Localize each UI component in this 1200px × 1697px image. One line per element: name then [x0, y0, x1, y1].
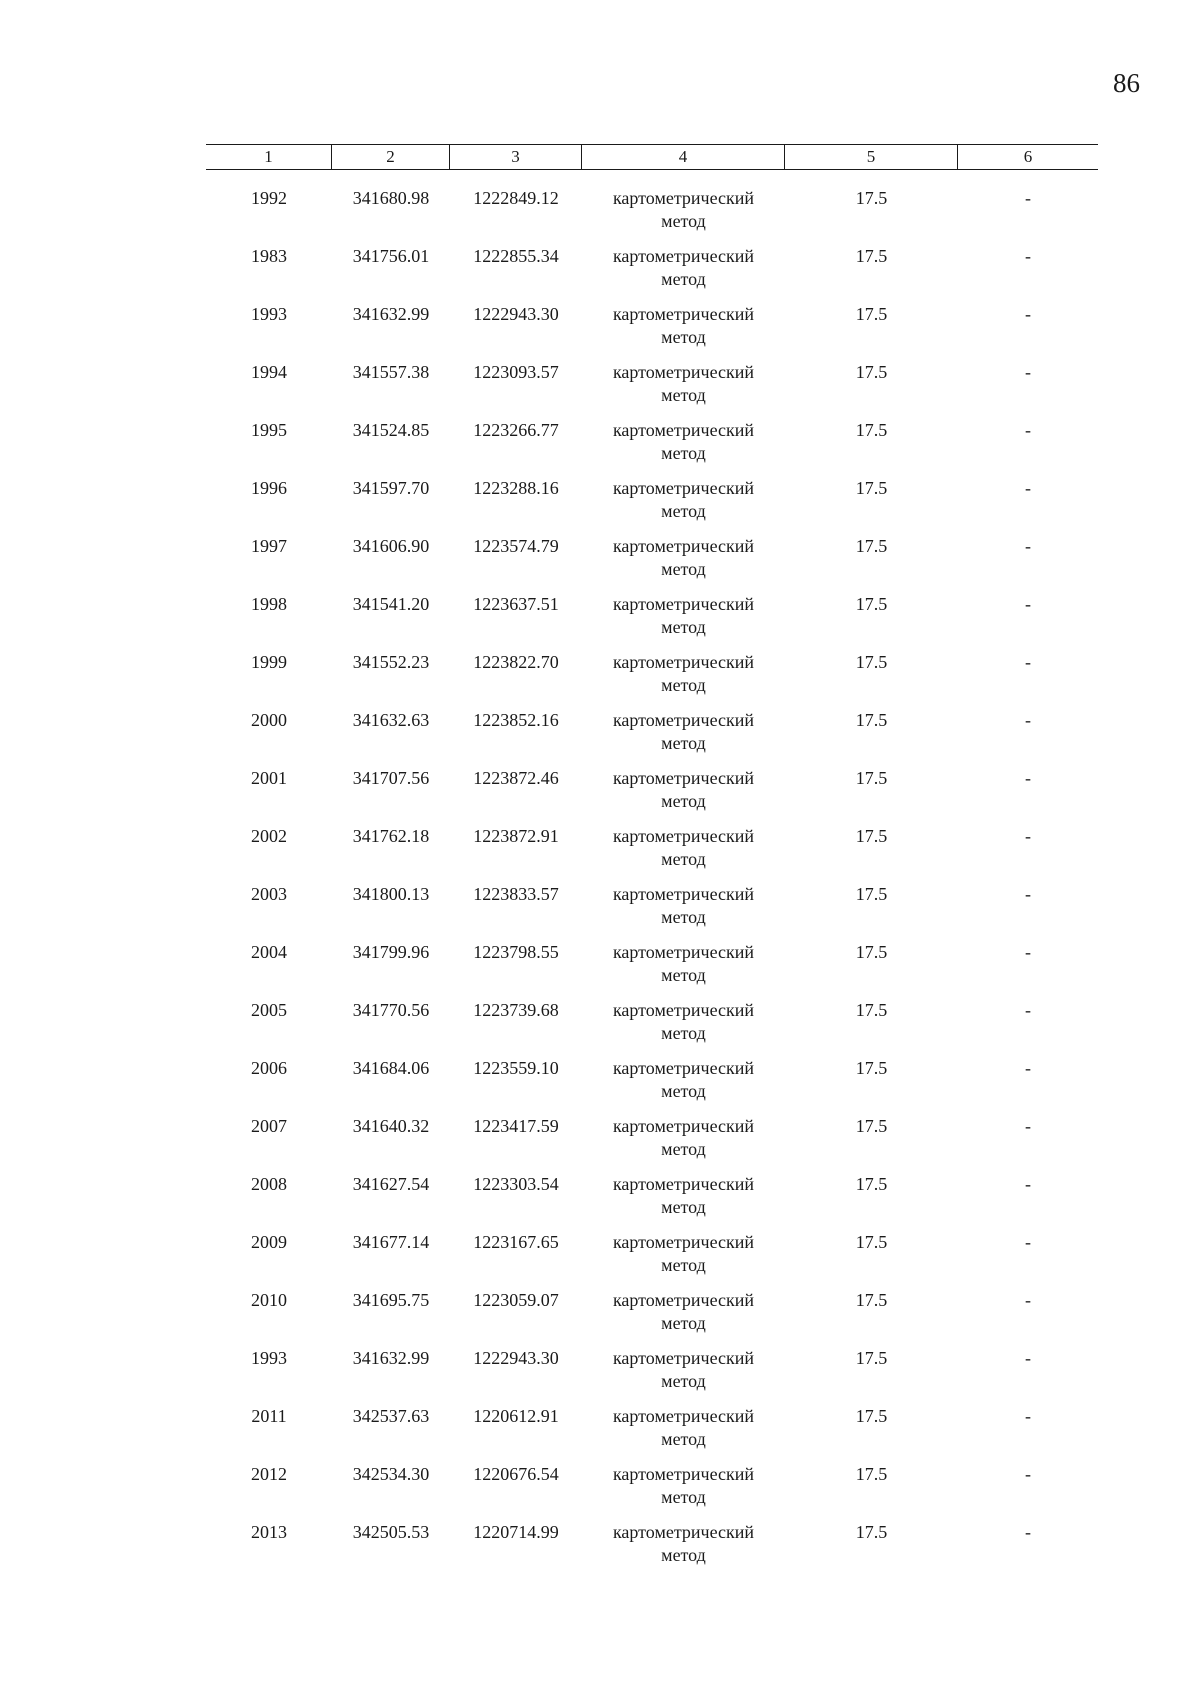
- cell-y-coordinate: 1220612.91: [473, 1406, 559, 1426]
- method-line-1: картометрический: [612, 188, 755, 208]
- method-line-1: картометрический: [612, 652, 755, 672]
- header-col-1: 1: [206, 145, 332, 169]
- cell-method: [582, 941, 785, 987]
- cell-x-coordinate: 341762.18: [352, 826, 430, 846]
- cell-y-coordinate: 1223574.79: [473, 536, 559, 556]
- method-line-2: метод: [661, 733, 706, 753]
- cell-note: -: [1025, 826, 1031, 846]
- cell-method: [582, 477, 785, 523]
- cell-y-coordinate: 1220714.99: [473, 1522, 559, 1542]
- method-line-2: метод: [661, 1023, 706, 1043]
- cell-x-coordinate: 341627.54: [352, 1174, 430, 1194]
- cell-point-number: 2010: [251, 1290, 287, 1310]
- cell-method: [582, 709, 785, 755]
- cell-precision: 17.5: [855, 1232, 888, 1252]
- method-line-2: метод: [661, 965, 706, 985]
- method-line-1: картометрический: [612, 1290, 755, 1310]
- cell-method: [582, 1463, 785, 1509]
- cell-precision: 17.5: [855, 710, 888, 730]
- method-line-1: картометрический: [612, 768, 755, 788]
- cell-precision: 17.5: [855, 594, 888, 614]
- cell-x-coordinate: 342505.53: [352, 1522, 430, 1542]
- cell-note: -: [1025, 652, 1031, 672]
- cell-note: -: [1025, 1116, 1031, 1136]
- cell-note: -: [1025, 1000, 1031, 1020]
- method-line-1: картометрический: [612, 1174, 755, 1194]
- cell-method: [582, 245, 785, 291]
- cell-y-coordinate: 1223059.07: [473, 1290, 559, 1310]
- cell-y-coordinate: 1222855.34: [473, 246, 559, 266]
- method-line-2: метод: [661, 791, 706, 811]
- cell-point-number: 2009: [251, 1232, 287, 1252]
- table-row: [206, 1347, 1098, 1405]
- cell-point-number: 1997: [251, 536, 287, 556]
- table-row: [206, 1173, 1098, 1231]
- table-row: [206, 361, 1098, 419]
- cell-note: -: [1025, 710, 1031, 730]
- cell-note: -: [1025, 884, 1031, 904]
- header-col-2: 2: [332, 145, 450, 169]
- cell-y-coordinate: 1222943.30: [473, 304, 559, 324]
- cell-method: [582, 1173, 785, 1219]
- cell-y-coordinate: 1223559.10: [473, 1058, 559, 1078]
- cell-x-coordinate: 341695.75: [352, 1290, 430, 1310]
- method-line-2: метод: [661, 269, 706, 289]
- method-line-2: метод: [661, 559, 706, 579]
- table-row: [206, 1405, 1098, 1463]
- table-row: [206, 709, 1098, 767]
- cell-point-number: 1994: [251, 362, 287, 382]
- cell-point-number: 2012: [251, 1464, 287, 1484]
- method-line-1: картометрический: [612, 362, 755, 382]
- table-row: [206, 1521, 1098, 1579]
- cell-y-coordinate: 1223093.57: [473, 362, 559, 382]
- cell-y-coordinate: 1223417.59: [473, 1116, 559, 1136]
- method-line-2: метод: [661, 1139, 706, 1159]
- cell-y-coordinate: 1223637.51: [473, 594, 559, 614]
- cell-point-number: 2006: [251, 1058, 287, 1078]
- cell-method: [582, 535, 785, 581]
- cell-x-coordinate: 341756.01: [352, 246, 430, 266]
- cell-x-coordinate: 341541.20: [352, 594, 430, 614]
- cell-y-coordinate: 1223852.16: [473, 710, 559, 730]
- cell-method: [582, 361, 785, 407]
- cell-y-coordinate: 1222943.30: [473, 1348, 559, 1368]
- cell-x-coordinate: 341770.56: [352, 1000, 430, 1020]
- method-line-1: картометрический: [612, 478, 755, 498]
- table-row: [206, 1057, 1098, 1115]
- table-row: [206, 1289, 1098, 1347]
- cell-y-coordinate: 1223288.16: [473, 478, 559, 498]
- cell-x-coordinate: 341552.23: [352, 652, 430, 672]
- cell-precision: 17.5: [855, 942, 888, 962]
- cell-note: -: [1025, 594, 1031, 614]
- method-line-2: метод: [661, 501, 706, 521]
- cell-precision: 17.5: [855, 768, 888, 788]
- method-line-1: картометрический: [612, 304, 755, 324]
- method-line-2: метод: [661, 907, 706, 927]
- cell-precision: 17.5: [855, 478, 888, 498]
- cell-x-coordinate: 341632.99: [352, 304, 430, 324]
- cell-method: [582, 419, 785, 465]
- cell-method: [582, 999, 785, 1045]
- cell-x-coordinate: 341799.96: [352, 942, 430, 962]
- cell-point-number: 1993: [251, 1348, 287, 1368]
- cell-note: -: [1025, 188, 1031, 208]
- cell-x-coordinate: 341557.38: [352, 362, 430, 382]
- table-row: [206, 1115, 1098, 1173]
- cell-note: -: [1025, 1174, 1031, 1194]
- method-line-2: метод: [661, 1487, 706, 1507]
- cell-x-coordinate: 341680.98: [352, 188, 430, 208]
- cell-note: -: [1025, 1058, 1031, 1078]
- cell-y-coordinate: 1223872.46: [473, 768, 559, 788]
- method-line-1: картометрический: [612, 594, 755, 614]
- table-body: [206, 187, 1098, 1579]
- table-row: [206, 535, 1098, 593]
- cell-point-number: 2004: [251, 942, 287, 962]
- method-line-1: картометрический: [612, 1406, 755, 1426]
- cell-note: -: [1025, 1522, 1031, 1542]
- cell-note: -: [1025, 1464, 1031, 1484]
- page-number: 86: [1113, 68, 1140, 98]
- method-line-2: метод: [661, 1081, 706, 1101]
- table-row: [206, 303, 1098, 361]
- cell-point-number: 1996: [251, 478, 287, 498]
- cell-precision: 17.5: [855, 536, 888, 556]
- method-line-1: картометрический: [612, 1058, 755, 1078]
- cell-method: [582, 767, 785, 813]
- method-line-2: метод: [661, 385, 706, 405]
- cell-y-coordinate: 1223266.77: [473, 420, 559, 440]
- cell-x-coordinate: 342534.30: [352, 1464, 430, 1484]
- cell-point-number: 2011: [251, 1406, 287, 1426]
- method-line-1: картометрический: [612, 536, 755, 556]
- method-line-1: картометрический: [612, 1232, 755, 1252]
- cell-point-number: 1992: [251, 188, 287, 208]
- cell-point-number: 2003: [251, 884, 287, 904]
- cell-x-coordinate: 341597.70: [352, 478, 430, 498]
- cell-precision: 17.5: [855, 1058, 888, 1078]
- cell-point-number: 2013: [251, 1522, 287, 1542]
- table-row: [206, 593, 1098, 651]
- cell-method: [582, 1405, 785, 1451]
- cell-x-coordinate: 341524.85: [352, 420, 430, 440]
- method-line-2: метод: [661, 1545, 706, 1565]
- table-row: [206, 1231, 1098, 1289]
- cell-y-coordinate: 1223872.91: [473, 826, 559, 846]
- cell-precision: 17.5: [855, 1464, 888, 1484]
- cell-point-number: 1995: [251, 420, 287, 440]
- cell-point-number: 2008: [251, 1174, 287, 1194]
- cell-precision: 17.5: [855, 652, 888, 672]
- cell-point-number: 1998: [251, 594, 287, 614]
- cell-x-coordinate: 341684.06: [352, 1058, 430, 1078]
- cell-note: -: [1025, 536, 1031, 556]
- method-line-1: картометрический: [612, 246, 755, 266]
- header-col-5: 5: [785, 145, 958, 169]
- cell-method: [582, 651, 785, 697]
- cell-method: [582, 1347, 785, 1393]
- method-line-2: метод: [661, 675, 706, 695]
- cell-method: [582, 1115, 785, 1161]
- cell-note: -: [1025, 942, 1031, 962]
- table-row: [206, 825, 1098, 883]
- cell-precision: 17.5: [855, 304, 888, 324]
- cell-precision: 17.5: [855, 1174, 888, 1194]
- table-row: [206, 1463, 1098, 1521]
- cell-y-coordinate: 1223739.68: [473, 1000, 559, 1020]
- cell-precision: 17.5: [855, 246, 888, 266]
- method-line-1: картометрический: [612, 1522, 755, 1542]
- cell-method: [582, 593, 785, 639]
- cell-precision: 17.5: [855, 1290, 888, 1310]
- table-row: [206, 245, 1098, 303]
- table-row: [206, 477, 1098, 535]
- cell-x-coordinate: 341707.56: [352, 768, 430, 788]
- cell-y-coordinate: 1223798.55: [473, 942, 559, 962]
- cell-x-coordinate: 341640.32: [352, 1116, 430, 1136]
- cell-method: [582, 303, 785, 349]
- cell-point-number: 2002: [251, 826, 287, 846]
- cell-y-coordinate: 1222849.12: [473, 188, 559, 208]
- method-line-1: картометрический: [612, 1464, 755, 1484]
- cell-note: -: [1025, 1232, 1031, 1252]
- method-line-2: метод: [661, 1429, 706, 1449]
- method-line-2: метод: [661, 617, 706, 637]
- cell-y-coordinate: 1223303.54: [473, 1174, 559, 1194]
- table-row: [206, 651, 1098, 709]
- table-row: [206, 883, 1098, 941]
- method-line-2: метод: [661, 327, 706, 347]
- method-line-2: метод: [661, 1313, 706, 1333]
- cell-precision: 17.5: [855, 826, 888, 846]
- cell-point-number: 2000: [251, 710, 287, 730]
- table-row: [206, 187, 1098, 245]
- cell-precision: 17.5: [855, 1522, 888, 1542]
- cell-note: -: [1025, 304, 1031, 324]
- cell-y-coordinate: 1220676.54: [473, 1464, 559, 1484]
- method-line-1: картометрический: [612, 710, 755, 730]
- cell-precision: 17.5: [855, 188, 888, 208]
- header-col-6: 6: [1023, 147, 1033, 166]
- cell-note: -: [1025, 246, 1031, 266]
- cell-method: [582, 1521, 785, 1567]
- cell-precision: 17.5: [855, 1000, 888, 1020]
- cell-note: -: [1025, 768, 1031, 788]
- cell-note: -: [1025, 1348, 1031, 1368]
- table-row: [206, 767, 1098, 825]
- method-line-2: метод: [661, 849, 706, 869]
- cell-x-coordinate: 341677.14: [352, 1232, 430, 1252]
- cell-method: [582, 1231, 785, 1277]
- cell-x-coordinate: 341632.63: [352, 710, 430, 730]
- cell-point-number: 2005: [251, 1000, 287, 1020]
- cell-y-coordinate: 1223822.70: [473, 652, 559, 672]
- method-line-2: метод: [661, 211, 706, 231]
- cell-y-coordinate: 1223833.57: [473, 884, 559, 904]
- table-row: [206, 941, 1098, 999]
- cell-x-coordinate: 341800.13: [352, 884, 430, 904]
- cell-method: [582, 187, 785, 233]
- cell-precision: 17.5: [855, 1116, 888, 1136]
- method-line-1: картометрический: [612, 1348, 755, 1368]
- method-line-1: картометрический: [612, 420, 755, 440]
- method-line-2: метод: [661, 1255, 706, 1275]
- cell-x-coordinate: 341606.90: [352, 536, 430, 556]
- cell-precision: 17.5: [855, 362, 888, 382]
- method-line-2: метод: [661, 1197, 706, 1217]
- table-header: [206, 144, 1098, 170]
- cell-method: [582, 883, 785, 929]
- method-line-2: метод: [661, 1371, 706, 1391]
- cell-y-coordinate: 1223167.65: [473, 1232, 559, 1252]
- method-line-2: метод: [661, 443, 706, 463]
- method-line-1: картометрический: [612, 884, 755, 904]
- cell-precision: 17.5: [855, 1348, 888, 1368]
- method-line-1: картометрический: [612, 1000, 755, 1020]
- method-line-1: картометрический: [612, 1116, 755, 1136]
- cell-x-coordinate: 341632.99: [352, 1348, 430, 1368]
- cell-method: [582, 825, 785, 871]
- cell-precision: 17.5: [855, 420, 888, 440]
- cell-note: -: [1025, 1290, 1031, 1310]
- method-line-1: картометрический: [612, 826, 755, 846]
- cell-point-number: 1993: [251, 304, 287, 324]
- cell-point-number: 2001: [251, 768, 287, 788]
- cell-method: [582, 1289, 785, 1335]
- cell-note: -: [1025, 362, 1031, 382]
- cell-point-number: 2007: [251, 1116, 287, 1136]
- cell-note: -: [1025, 1406, 1031, 1426]
- header-col-3: 3: [450, 145, 582, 169]
- table-row: [206, 419, 1098, 477]
- cell-precision: 17.5: [855, 884, 888, 904]
- cell-note: -: [1025, 420, 1031, 440]
- table-row: [206, 999, 1098, 1057]
- cell-point-number: 1999: [251, 652, 287, 672]
- header-col-4: 4: [582, 145, 785, 169]
- method-line-1: картометрический: [612, 942, 755, 962]
- cell-note: -: [1025, 478, 1031, 498]
- cell-point-number: 1983: [251, 246, 287, 266]
- cell-precision: 17.5: [855, 1406, 888, 1426]
- cell-method: [582, 1057, 785, 1103]
- cell-x-coordinate: 342537.63: [352, 1406, 430, 1426]
